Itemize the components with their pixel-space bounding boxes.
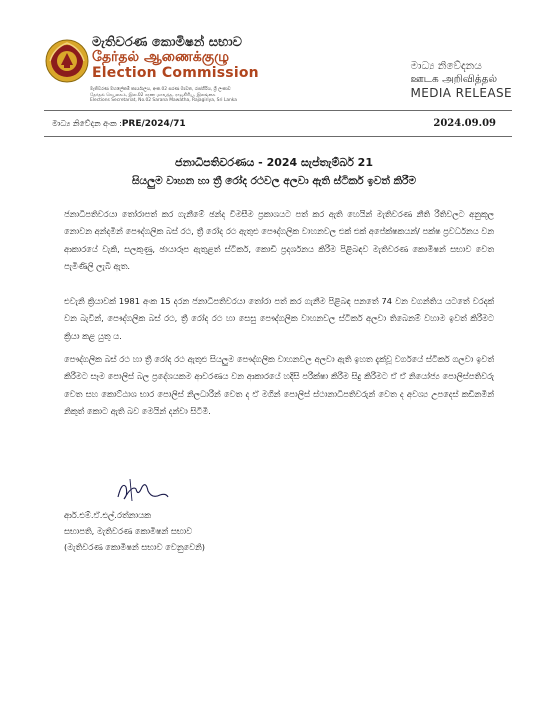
document-subtitle: සියලුම වාහන හා ත්‍රී රෝද රථවල අලවා ඇති ස්ටිකර් ඉවත් කිරීම xyxy=(131,175,417,187)
media-release-sinhala: මාධ්‍ය නිවේදනය xyxy=(410,60,482,72)
body-paragraph-1: ජනාධිපතිවරයා තෝරාපත් කර ගැනීමේ ඡන්ද විමසීම ප්‍රකාශයට පත් කර ඇති හෙයින් මැතිවරණ නීති රීතිවලට අනුකූල නොවන අන්දමින් පෞද්ගලික බස් රථ, ත්‍රී රෝද රථ ඇතුළු පෞද්ගලික වාහනවල එක් එක් අපේක්ෂකයන්/ පක්ෂ ප්‍රවර්ධනය වන ආකාරයේ වැකි, සලකුණු, ඡායාරූප ඇතුළත් ස්ටිකර්, කොඩි ප්‍රදර්ශනය කිරීම පිළිබඳව මැතිවරණ කොමිෂන් සභාව වෙත පැමිණිලි ලැබී ඇත. xyxy=(64,209,494,272)
header-divider xyxy=(44,110,512,111)
reference-label: මාධ්‍ය නිවේදන අංක : xyxy=(52,119,122,128)
org-name-english: Election Commission xyxy=(92,64,259,81)
org-name-sinhala: මැතිවරණ කොමිෂන් සභාව xyxy=(92,35,242,50)
handwritten-signature xyxy=(112,475,172,505)
body-paragraph-2: එවැනි ක්‍රියාවක් 1981 අංක 15 දරන ජනාධිපතිවරයා තෝරා පත් කර ගැනීම පිළිබඳ පනතේ 74 වන වගන්තිය යටතේ වරදක් වන බැවින්, පෞද්ගලික බස් රථ, ත්‍රී රෝද රථ හා සෙසු පෞද්ගලික වාහනවල ස්ටිකර් අලවා තිබෙනම් වහාම ඉවත් කිරීමට ක්‍රියා කළ යුතු ය. xyxy=(64,296,494,341)
address-sinhala: මැතිවරණ මහලේකම් කාර්යාලය, අංක.02 සරණ මාවත, රාජගිරිය, ශ්‍රී ලංකාව xyxy=(90,87,231,92)
release-date: 2024.09.09 xyxy=(433,118,496,129)
organization-name xyxy=(92,36,259,81)
media-release-label xyxy=(410,60,512,100)
media-release-english: MEDIA RELEASE xyxy=(410,85,512,100)
reference-number: PRE/2024/71 xyxy=(121,119,186,129)
address-english: Elections Secretariat, No.02 Sarana Mawatha, Rajagiriya, Sri Lanka xyxy=(90,98,237,104)
reference-divider xyxy=(44,136,512,137)
signatory-name: ආර්.එම්.ඒ.එල්.රත්නායක xyxy=(64,510,151,520)
org-name-tamil: தேர்தல் ஆணைக்குழு xyxy=(92,49,230,66)
reference-line xyxy=(52,119,186,129)
signatory-title: සභාපති, මැතිවරණ කොමිෂන් සභාව xyxy=(64,525,193,536)
address-tamil: தேர்தல் செயலகம், இல.02 சரண மாவத்த, ராஜகிரிய, இலங்கை xyxy=(90,92,216,98)
signatory-on-behalf: (මැතිවරණ කොමිෂන් සභාව වෙනුවෙනි) xyxy=(64,541,206,552)
signature-block xyxy=(64,508,205,555)
body-paragraph-3: පෞද්ගලික බස් රථ හා ත්‍රී රෝද රථ ඇතුළු සියලුම පෞද්ගලික වාහනවල අලවා ඇති ඉහත දැක්වූ වර්ගයේ ස්ටිකර් ගලවා ඉවත් කිරීමට සෑම පොලිස් බල ප්‍රදේශයකම ආවරණය වන ආකාරයේ හදිසි පරීක්ෂා කිරීම සිදු කිරීමට ඒ ඒ නියෝජ්‍ය පොලිස්පතිවරු වෙත සහ කොට්ඨාශ භාර පොලිස් නිලධාරීන් වෙත ද ඒ මගින් පොලිස් ස්ථානාධිපතිවරුන් වෙත ද අවශ්‍ය උපදෙස් කඩිනමින් නිකුත් කොට ඇති බව මෙයින් දන්වා සිටිමි. xyxy=(64,354,494,417)
document-title: ජනාධිපතිවරණය - 2024 සැප්තැම්බර් 21 xyxy=(175,156,373,169)
sri-lanka-emblem-icon xyxy=(44,38,90,84)
organization-address xyxy=(90,87,290,104)
media-release-tamil: ஊடக அறிவித்தல் xyxy=(410,72,498,85)
